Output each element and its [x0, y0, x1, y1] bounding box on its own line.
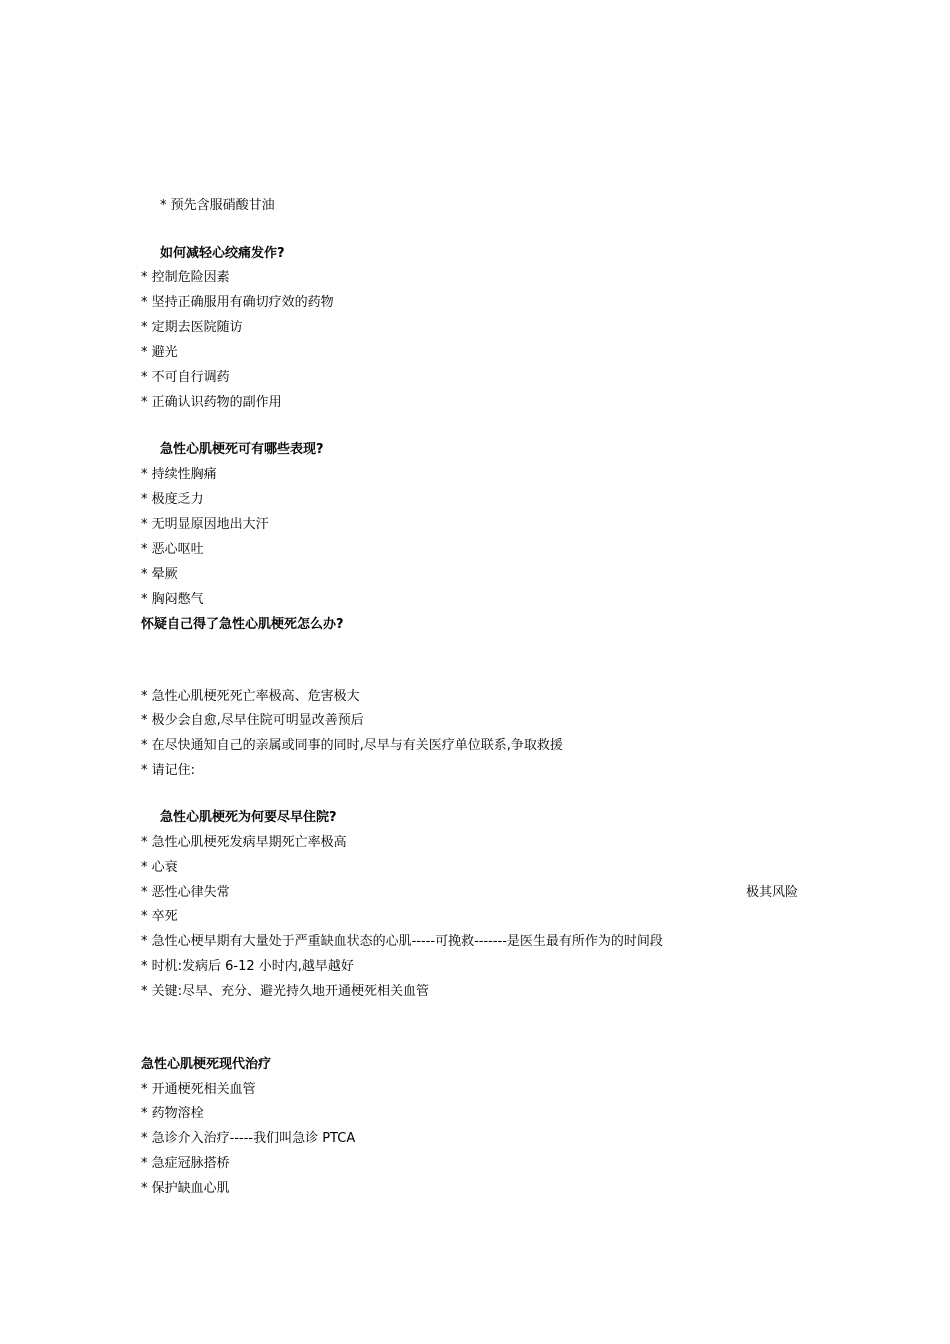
section4-heading: 急性心肌梗死为何要尽早住院?: [160, 810, 337, 825]
list-item: * 恶心呕吐: [141, 542, 204, 557]
list-item: * 保护缺血心肌: [141, 1181, 230, 1196]
list-item: * 持续性胸痛: [141, 467, 217, 482]
list-item: * 急诊介入治疗-----我们叫急诊 PTCA: [141, 1131, 356, 1146]
list-item: * 急性心梗早期有大量处于严重缺血状态的心肌-----可挽救-------是医生最有所作为的时间段: [141, 934, 663, 949]
list-item: * 急症冠脉搭桥: [141, 1156, 230, 1171]
list-item: * 胸闷憋气: [141, 592, 204, 607]
list-item: * 药物溶栓: [141, 1106, 204, 1121]
list-item: * 急性心肌梗死发病早期死亡率极高: [141, 835, 347, 850]
list-item: * 正确认识药物的副作用: [141, 395, 282, 410]
list-item: * 时机:发病后 6-12 小时内,越早越好: [141, 959, 354, 974]
list-item: * 极度乏力: [141, 492, 204, 507]
list-item: * 心衰: [141, 860, 178, 875]
list-item: * 坚持正确服用有确切疗效的药物: [141, 295, 334, 310]
list-item: * 急性心肌梗死死亡率极高、危害极大: [141, 689, 360, 704]
list-item: * 开通梗死相关血管: [141, 1082, 256, 1097]
list-item: * 晕厥: [141, 567, 178, 582]
list-item: * 定期去医院随访: [141, 320, 243, 335]
list-item: * 恶性心律失常: [141, 885, 230, 900]
list-item: * 极少会自愈,尽早住院可明显改善预后: [141, 713, 364, 728]
list-item: * 在尽快通知自己的亲属或同事的同时,尽早与有关医疗单位联系,争取救援: [141, 738, 563, 753]
side-note: 极其风险: [746, 885, 799, 900]
section2-heading: 急性心肌梗死可有哪些表现?: [160, 442, 324, 457]
list-item: * 关键:尽早、充分、避光持久地开通梗死相关血管: [141, 984, 430, 999]
section3-heading: 怀疑自己得了急性心肌梗死怎么办?: [141, 617, 344, 632]
section5-heading: 急性心肌梗死现代治疗: [141, 1057, 272, 1072]
section1-heading: 如何减轻心绞痛发作?: [160, 246, 285, 261]
list-item: * 避光: [141, 345, 178, 360]
list-item: * 控制危险因素: [141, 270, 230, 285]
intro-item: * 预先含服硝酸甘油: [160, 198, 275, 213]
list-item: * 卒死: [141, 909, 178, 924]
list-item: * 不可自行调药: [141, 370, 230, 385]
list-item: * 无明显原因地出大汗: [141, 517, 269, 532]
list-item: * 请记住:: [141, 763, 196, 778]
